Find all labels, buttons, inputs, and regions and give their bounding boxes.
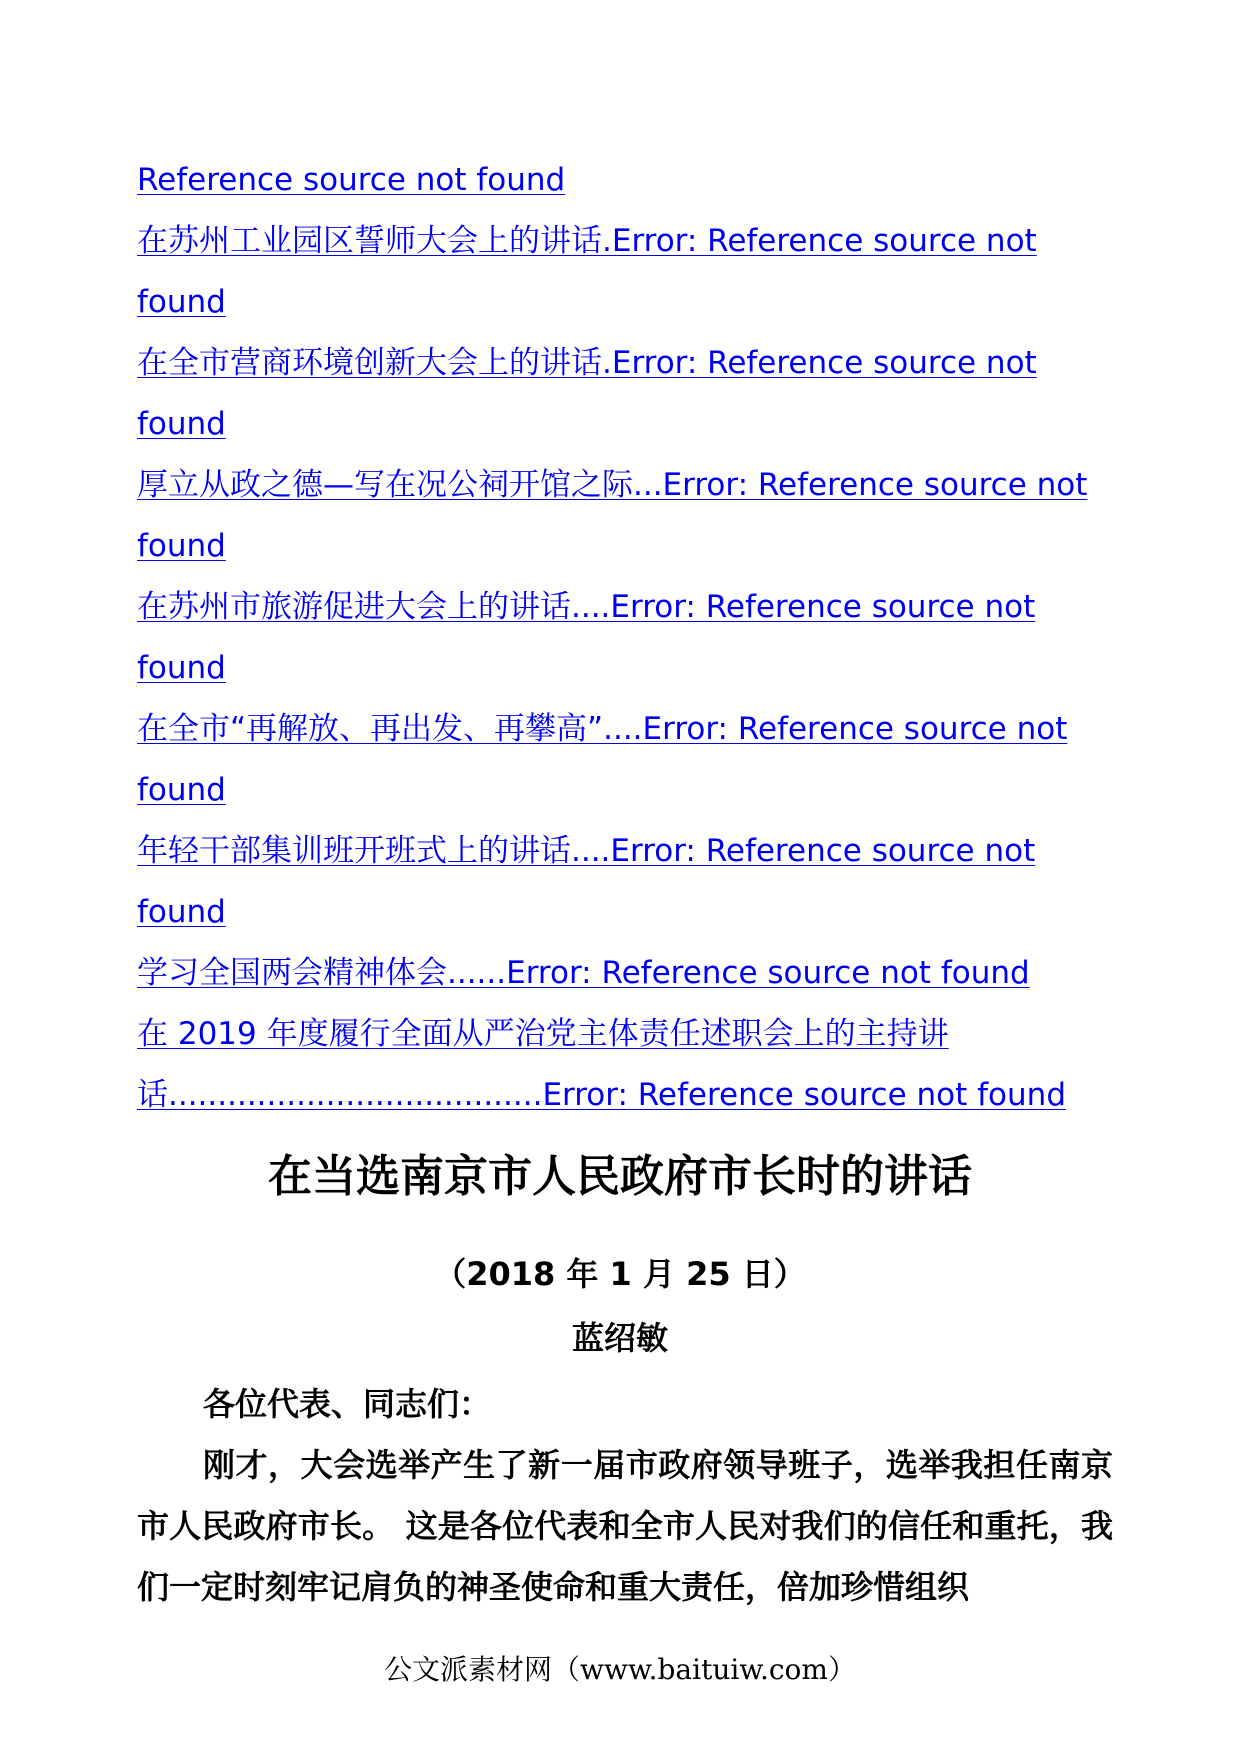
toc-entry[interactable]: 在全市“再解放、再出发、再攀高”....Error: Reference source not found (137, 711, 1068, 808)
salutation: 各位代表、同志们： (203, 1385, 492, 1423)
speech-title: 在当选南京市人民政府市长时的讲话 (268, 1151, 972, 1202)
toc-entry[interactable]: 年轻干部集训班开班式上的讲话....Error: Reference source not found (137, 833, 1036, 930)
toc-entry[interactable]: 在苏州市旅游促进大会上的讲话....Error: Reference source not found (137, 589, 1036, 686)
toc-entry[interactable]: 厚立从政之德—写在况公祠开馆之际...Error: Reference source not found (137, 467, 1088, 564)
speech-author: 蓝绍敏 (571, 1319, 668, 1357)
toc-entry[interactable]: 在苏州工业园区誓师大会上的讲话.Error: Reference source not found (137, 223, 1037, 320)
toc-entry[interactable]: 在 2019 年度履行全面从严治党主体责任述职会上的主持讲话......................................Error: Reference source not found (137, 1016, 1067, 1113)
body-paragraph: 刚才，大会选举产生了新一届市政府领导班子，选举我担任南京市人民政府市长。 这是各位代表和全市人民对我们的信任和重托，我们一定时刻牢记肩负的神圣使命和重大责任，倍加珍惜组织 (137, 1446, 1113, 1606)
toc-entry[interactable]: Reference source not found (137, 162, 566, 198)
table-of-contents (137, 150, 1113, 1126)
toc-entry[interactable]: 在全市营商环境创新大会上的讲话.Error: Reference source not found (137, 345, 1037, 442)
toc-entry[interactable]: 学习全国两会精神体会......Error: Reference source not found (137, 955, 1030, 991)
page-footer: 公文派素材网（www.baituiw.com） (384, 1653, 856, 1686)
speech-date: （2018 年 1 月 25 日） (434, 1255, 806, 1293)
speech-body (137, 1374, 1113, 1618)
